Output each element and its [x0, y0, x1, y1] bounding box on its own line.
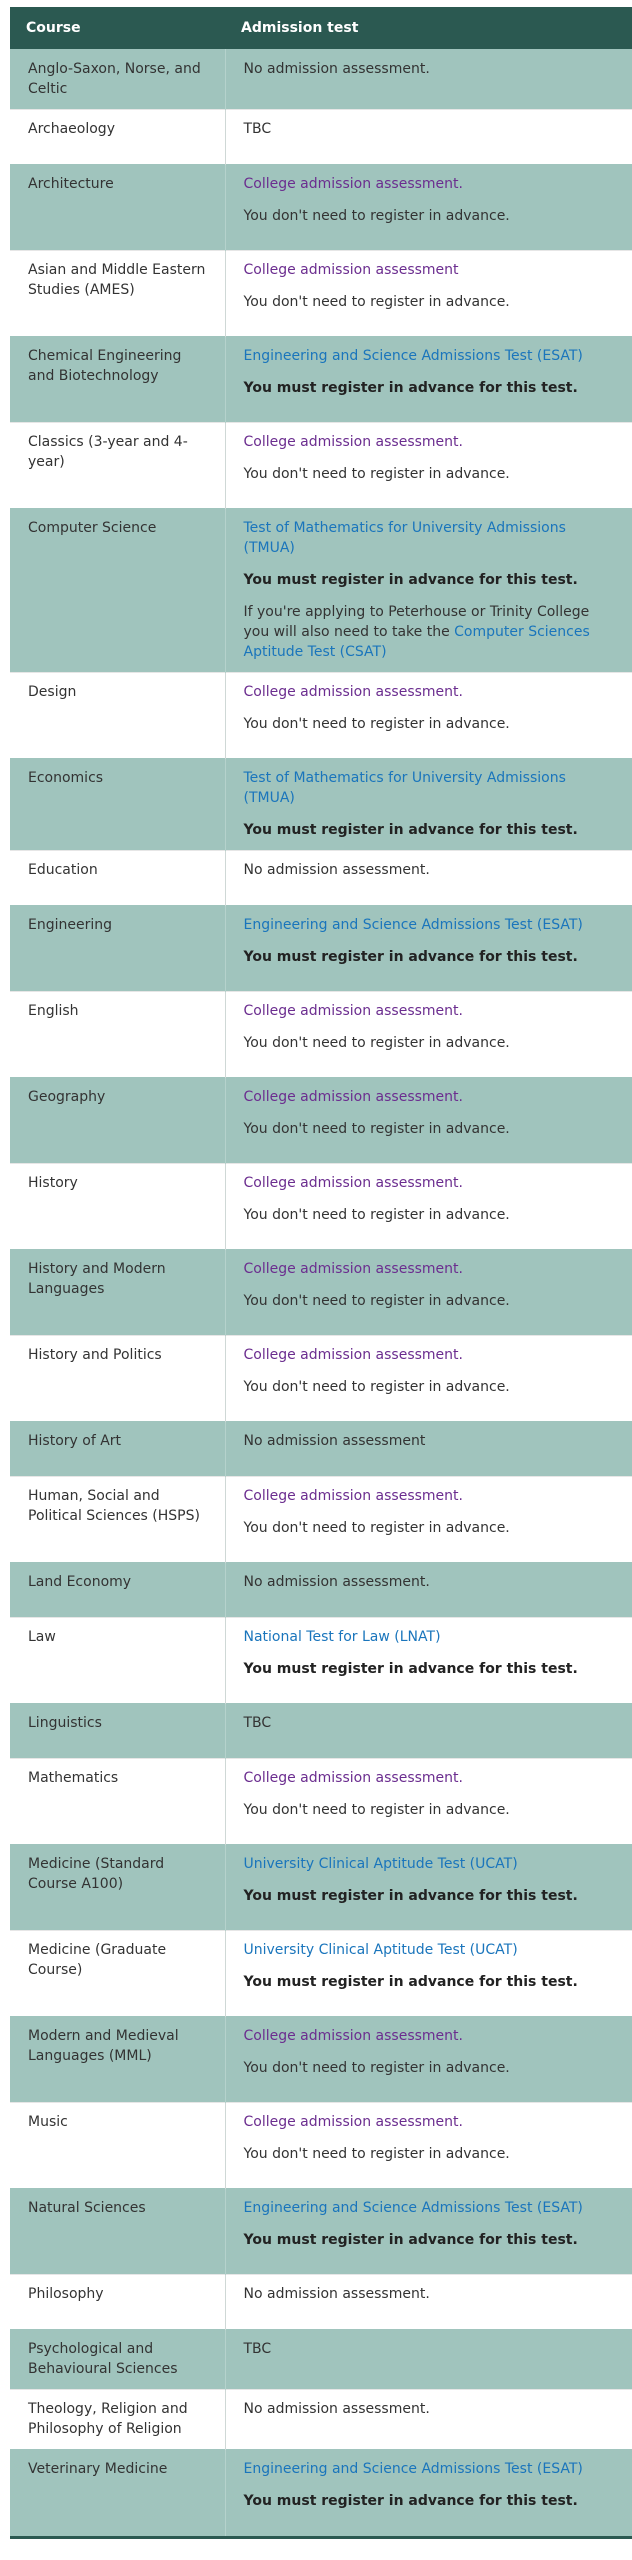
- table-row: [10, 109, 632, 164]
- admission-test-text: No admission assessment.: [243, 60, 430, 77]
- admission-test-cell: [225, 164, 632, 250]
- college-assessment-link[interactable]: College admission assessment.: [243, 433, 463, 450]
- course-name: Design: [28, 683, 77, 700]
- registration-note: You don't need to register in advance.: [243, 2059, 510, 2076]
- college-assessment-link[interactable]: College admission assessment.: [243, 1487, 463, 1504]
- course-name: Natural Sciences: [28, 2199, 146, 2216]
- table-row: [10, 2102, 632, 2188]
- course-name: Engineering: [28, 916, 112, 933]
- admission-test-cell: [225, 1077, 632, 1163]
- admission-test-cell: [225, 1249, 632, 1335]
- course-cell: [10, 758, 225, 850]
- admission-test-link[interactable]: National Test for Law (LNAT): [243, 1628, 441, 1645]
- table-row: [10, 1421, 632, 1476]
- admission-test-text: No admission assessment.: [243, 2285, 430, 2302]
- course-cell: [10, 905, 225, 991]
- admission-test-text: TBC: [243, 2340, 272, 2357]
- college-assessment-link[interactable]: College admission assessment.: [243, 1769, 463, 1786]
- table-row: [10, 508, 632, 672]
- admission-test-cell: [225, 1703, 632, 1758]
- course-name: Classics (3-year and 4-year): [28, 433, 188, 470]
- additional-test-note: [244, 602, 617, 662]
- table-row: [10, 1249, 632, 1335]
- registration-note: You don't need to register in advance.: [243, 1034, 510, 1051]
- course-cell: [10, 2188, 225, 2274]
- admission-test-cell: [225, 991, 632, 1077]
- table-row: [10, 1703, 632, 1758]
- admission-test-cell: [225, 2274, 632, 2329]
- admission-test-cell: [225, 2329, 632, 2389]
- admission-test-cell: [225, 1617, 632, 1703]
- registration-required-note: You must register in advance for this test.: [243, 1887, 578, 1904]
- table-row: [10, 2329, 632, 2389]
- course-cell: [10, 1163, 225, 1249]
- csat-link[interactable]: Computer Sciences Aptitude Test (CSAT): [243, 623, 590, 660]
- admission-test-link[interactable]: Test of Mathematics for University Admissions (TMUA): [243, 519, 566, 556]
- admission-test-text: No admission assessment.: [243, 861, 430, 878]
- table-row: [10, 1758, 632, 1844]
- course-column-header: Course: [10, 7, 225, 49]
- admission-test-cell: [225, 250, 632, 336]
- table-row: [10, 1335, 632, 1421]
- admission-test-cell: [225, 2449, 632, 2537]
- table-row: [10, 250, 632, 336]
- admission-test-cell: [225, 1930, 632, 2016]
- course-name: Archaeology: [28, 120, 115, 137]
- college-assessment-link[interactable]: College admission assessment.: [243, 2027, 463, 2044]
- course-name: Law: [28, 1628, 56, 1645]
- course-cell: [10, 1249, 225, 1335]
- registration-note: You don't need to register in advance.: [243, 1378, 510, 1395]
- course-cell: [10, 164, 225, 250]
- course-cell: [10, 672, 225, 758]
- admission-test-column-header: Admission test: [225, 7, 632, 49]
- course-name: Education: [28, 861, 98, 878]
- course-cell: [10, 1476, 225, 1562]
- admission-test-cell: [225, 905, 632, 991]
- registration-note: You don't need to register in advance.: [243, 715, 510, 732]
- registration-required-note: You must register in advance for this test.: [243, 379, 578, 396]
- admission-test-text: TBC: [243, 120, 272, 137]
- course-name: Economics: [28, 769, 104, 786]
- admission-test-cell: [225, 2102, 632, 2188]
- admission-test-cell: [225, 1758, 632, 1844]
- table-row: [10, 1617, 632, 1703]
- table-row: [10, 1476, 632, 1562]
- admission-test-cell: [225, 850, 632, 905]
- admission-test-cell: [225, 1844, 632, 1930]
- table-row: [10, 672, 632, 758]
- course-cell: [10, 109, 225, 164]
- table-header-row: [10, 7, 632, 49]
- admission-test-text: TBC: [243, 1714, 272, 1731]
- college-assessment-link[interactable]: College admission assessment: [243, 261, 459, 278]
- admission-test-table: [10, 7, 632, 2539]
- college-assessment-link[interactable]: College admission assessment.: [243, 1002, 463, 1019]
- course-cell: [10, 1844, 225, 1930]
- course-name: History of Art: [28, 1432, 122, 1449]
- registration-note: You don't need to register in advance.: [243, 1519, 510, 1536]
- table-row: [10, 850, 632, 905]
- course-name: History and Modern Languages: [28, 1260, 166, 1297]
- course-name: History and Politics: [28, 1346, 162, 1363]
- admission-test-cell: [225, 2389, 632, 2449]
- course-cell: [10, 1335, 225, 1421]
- course-name: Anglo-Saxon, Norse, and Celtic: [28, 60, 201, 97]
- admission-test-link[interactable]: Engineering and Science Admissions Test (ESAT): [243, 347, 583, 364]
- course-name: Linguistics: [28, 1714, 102, 1731]
- registration-note: You don't need to register in advance.: [243, 207, 510, 224]
- admission-test-cell: [225, 1335, 632, 1421]
- registration-note: You don't need to register in advance.: [243, 1206, 510, 1223]
- admission-test-cell: [225, 336, 632, 422]
- admission-test-link[interactable]: University Clinical Aptitude Test (UCAT): [243, 1855, 518, 1872]
- table-row: [10, 1844, 632, 1930]
- admission-test-cell: [225, 1421, 632, 1476]
- course-cell: [10, 2016, 225, 2102]
- course-name: Philosophy: [28, 2285, 104, 2302]
- college-assessment-link[interactable]: College admission assessment.: [243, 1260, 463, 1277]
- registration-note: You don't need to register in advance.: [243, 2145, 510, 2162]
- registration-note: You don't need to register in advance.: [243, 465, 510, 482]
- admission-test-cell: [225, 758, 632, 850]
- course-name: Mathematics: [28, 1769, 119, 1786]
- registration-note: You don't need to register in advance.: [243, 1292, 510, 1309]
- course-name: Geography: [28, 1088, 106, 1105]
- table-row: [10, 905, 632, 991]
- table-row: [10, 1562, 632, 1617]
- table-row: [10, 336, 632, 422]
- course-cell: [10, 2329, 225, 2389]
- admission-test-text: No admission assessment.: [243, 2400, 430, 2417]
- admission-test-link[interactable]: University Clinical Aptitude Test (UCAT): [243, 1941, 518, 1958]
- course-name: History: [28, 1174, 78, 1191]
- course-cell: [10, 2449, 225, 2537]
- course-name: Medicine (Standard Course A100): [28, 1855, 165, 1892]
- course-cell: [10, 2274, 225, 2329]
- registration-required-note: You must register in advance for this test.: [243, 2492, 578, 2509]
- course-cell: [10, 2389, 225, 2449]
- admission-test-link[interactable]: Engineering and Science Admissions Test (ESAT): [243, 2199, 583, 2216]
- course-cell: [10, 1617, 225, 1703]
- registration-required-note: You must register in advance for this test.: [243, 2231, 578, 2248]
- admission-test-cell: [225, 1476, 632, 1562]
- college-assessment-link[interactable]: College admission assessment.: [243, 683, 463, 700]
- course-cell: [10, 1421, 225, 1476]
- course-cell: [10, 1077, 225, 1163]
- registration-note: You don't need to register in advance.: [243, 1801, 510, 1818]
- registration-required-note: You must register in advance for this test.: [243, 571, 578, 588]
- course-cell: [10, 422, 225, 508]
- registration-required-note: You must register in advance for this test.: [243, 821, 578, 838]
- registration-note: You don't need to register in advance.: [243, 1120, 510, 1137]
- course-name: Architecture: [28, 175, 114, 192]
- course-name: Chemical Engineering and Biotechnology: [28, 347, 182, 384]
- admission-test-cell: [225, 49, 632, 109]
- table-row: [10, 1077, 632, 1163]
- admission-test-cell: [225, 1562, 632, 1617]
- admission-test-link[interactable]: Test of Mathematics for University Admissions (TMUA): [243, 769, 566, 806]
- college-assessment-link[interactable]: College admission assessment.: [243, 1088, 463, 1105]
- admission-test-link[interactable]: Engineering and Science Admissions Test (ESAT): [243, 2460, 583, 2477]
- course-name: Psychological and Behavioural Sciences: [28, 2340, 178, 2377]
- table-row: [10, 991, 632, 1077]
- course-cell: [10, 250, 225, 336]
- registration-required-note: You must register in advance for this test.: [243, 1973, 578, 1990]
- course-name: English: [28, 1002, 79, 1019]
- table-row: [10, 164, 632, 250]
- table-row: [10, 2188, 632, 2274]
- course-name: Medicine (Graduate Course): [28, 1941, 167, 1978]
- registration-note: You don't need to register in advance.: [243, 293, 510, 310]
- college-assessment-link[interactable]: College admission assessment.: [243, 1174, 463, 1191]
- table-row: [10, 2274, 632, 2329]
- course-cell: [10, 1562, 225, 1617]
- admission-test-cell: [225, 508, 632, 672]
- table-row: [10, 1163, 632, 1249]
- table-row: [10, 2389, 632, 2449]
- course-cell: [10, 1758, 225, 1844]
- admission-test-text: No admission assessment: [243, 1432, 426, 1449]
- course-name: Land Economy: [28, 1573, 132, 1590]
- table-row: [10, 758, 632, 850]
- course-name: Human, Social and Political Sciences (HSPS): [28, 1487, 200, 1524]
- admission-test-cell: [225, 2016, 632, 2102]
- course-name: Veterinary Medicine: [28, 2460, 168, 2477]
- admission-test-cell: [225, 2188, 632, 2274]
- college-assessment-link[interactable]: College admission assessment.: [243, 175, 463, 192]
- course-cell: [10, 2102, 225, 2188]
- registration-required-note: You must register in advance for this test.: [243, 948, 578, 965]
- course-name: Music: [28, 2113, 68, 2130]
- course-name: Theology, Religion and Philosophy of Religion: [28, 2400, 188, 2437]
- additional-test-text: If you're applying to Peterhouse or Trinity College you will also need to take the: [243, 603, 590, 640]
- course-cell: [10, 850, 225, 905]
- course-name: Asian and Middle Eastern Studies (AMES): [28, 261, 206, 298]
- course-cell: [10, 991, 225, 1077]
- admission-test-link[interactable]: Engineering and Science Admissions Test (ESAT): [243, 916, 583, 933]
- table-row: [10, 1930, 632, 2016]
- course-cell: [10, 1930, 225, 2016]
- course-cell: [10, 1703, 225, 1758]
- table-row: [10, 2449, 632, 2537]
- table-row: [10, 2016, 632, 2102]
- course-cell: [10, 49, 225, 109]
- table-row: [10, 49, 632, 109]
- admission-test-cell: [225, 109, 632, 164]
- table-row: [10, 422, 632, 508]
- course-name: Computer Science: [28, 519, 157, 536]
- registration-required-note: You must register in advance for this test.: [243, 1660, 578, 1677]
- admission-test-cell: [225, 672, 632, 758]
- admission-test-cell: [225, 1163, 632, 1249]
- college-assessment-link[interactable]: College admission assessment.: [243, 1346, 463, 1363]
- admission-test-text: No admission assessment.: [243, 1573, 430, 1590]
- course-cell: [10, 508, 225, 672]
- course-cell: [10, 336, 225, 422]
- course-name: Modern and Medieval Languages (MML): [28, 2027, 179, 2064]
- admission-test-cell: [225, 422, 632, 508]
- college-assessment-link[interactable]: College admission assessment.: [243, 2113, 463, 2130]
